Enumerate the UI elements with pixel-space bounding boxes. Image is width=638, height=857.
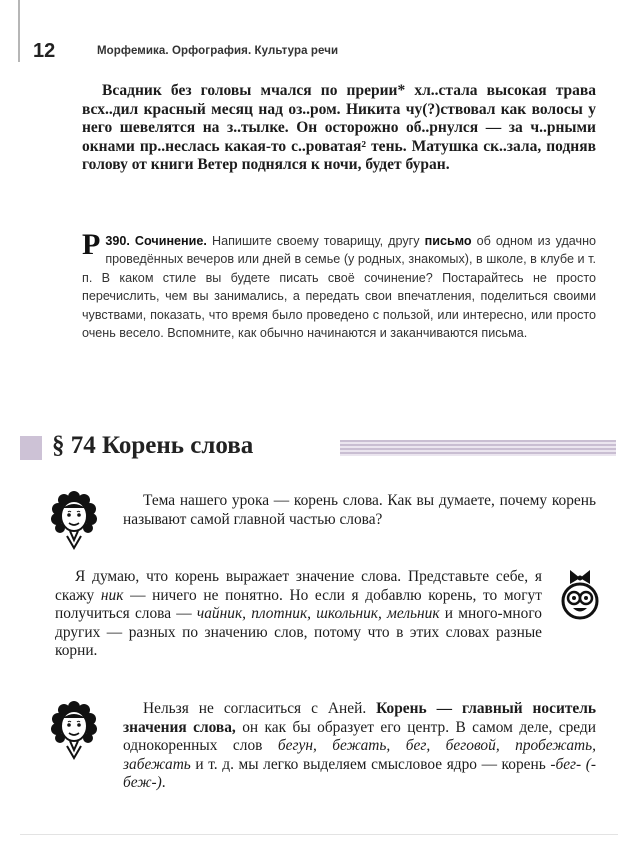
root-definition: Корень — главный носитель значения слова, xyxy=(123,700,596,736)
task-bold-word: письмо xyxy=(424,234,472,248)
teacher-question: Тема нашего урока — корень слова. Как вы думаете, почему корень называют самой главной частью слова? xyxy=(123,492,596,528)
student-answer-part1: Я думаю, что корень выражает значение слова. Представьте себе, я скажу xyxy=(55,568,542,604)
teacher-explanation-part1: Нельзя не согласиться с Аней. xyxy=(143,700,367,717)
page-bottom-edge xyxy=(20,834,618,835)
teacher-explanation-part2: он как бы образует его центр. В самом деле, среди однокоренных слов xyxy=(123,718,596,755)
task-390 xyxy=(82,228,597,342)
example-nik: ник xyxy=(100,586,124,604)
task-text-part1: Напишите своему товарищу, другу xyxy=(212,234,420,248)
root-example: -бег- (-беж-) xyxy=(123,755,596,792)
teacher-explanation xyxy=(123,700,596,793)
student-answer xyxy=(55,568,542,661)
section-title: § 74 Корень слова xyxy=(52,432,254,459)
student-answer-part3: и много-много других — разных по значению слов, потому что в этих словах разные корни. xyxy=(55,605,542,660)
section-header xyxy=(0,430,638,466)
running-title: Морфемика. Орфография. Культура речи xyxy=(97,45,339,57)
teacher-face-icon xyxy=(50,700,98,760)
exercise-text: Всадник без головы мчался по прерии* хл..стала высокая трава всх..дил красный месяц над оз..ром. Никита чу(?)ствовал как волосы у него шевелятся на з..тылке. Он осторожно об..рнулся — за ч..рными окнами пр..неслась какая-то с..роватая² тень. Матушка ск..зала, подняв голову от книги Ветер поднялся к ночи, будет буран. xyxy=(82,82,596,174)
task-number: 390. xyxy=(105,234,130,248)
example-words: чайник, плотник, школьник, мельник xyxy=(196,605,440,623)
task-text-part2: об одном из удачно проведённых вечеров или дней в семье (у родных, знакомых), в школе, в клубе и т. п. В каком стиле вы будете писать своё сочинение? Постарайтесь не просто перечислить, чем вы занимались, а передать свои впечатления, поделиться своими чувствами, показать, что время было проведено с пользой, или интересно, или просто очень весело. Вспомните, как обычно начинаются и заканчиваются письма. xyxy=(82,234,597,341)
speech-development-marker: Р xyxy=(82,228,101,261)
teacher-face-icon xyxy=(50,490,98,550)
section-bar-left xyxy=(20,436,42,460)
page-number: 12 xyxy=(33,40,56,62)
student-answer-part2: — ничего не понятно. Но если я добавлю корень, то могут получиться слова — xyxy=(55,586,542,623)
page-header xyxy=(33,40,618,66)
section-bar-right xyxy=(340,440,616,456)
cognate-words: бегун, бежать, бег, беговой, пробежать, забежать xyxy=(123,737,597,773)
page-edge-line xyxy=(18,0,20,62)
girl-with-bow-icon xyxy=(558,568,602,624)
teacher-explanation-end: . xyxy=(161,774,166,792)
teacher-explanation-part3: и т. д. мы легко выделяем смысловое ядро — корень xyxy=(195,755,546,773)
task-title: Сочинение. xyxy=(134,234,207,248)
